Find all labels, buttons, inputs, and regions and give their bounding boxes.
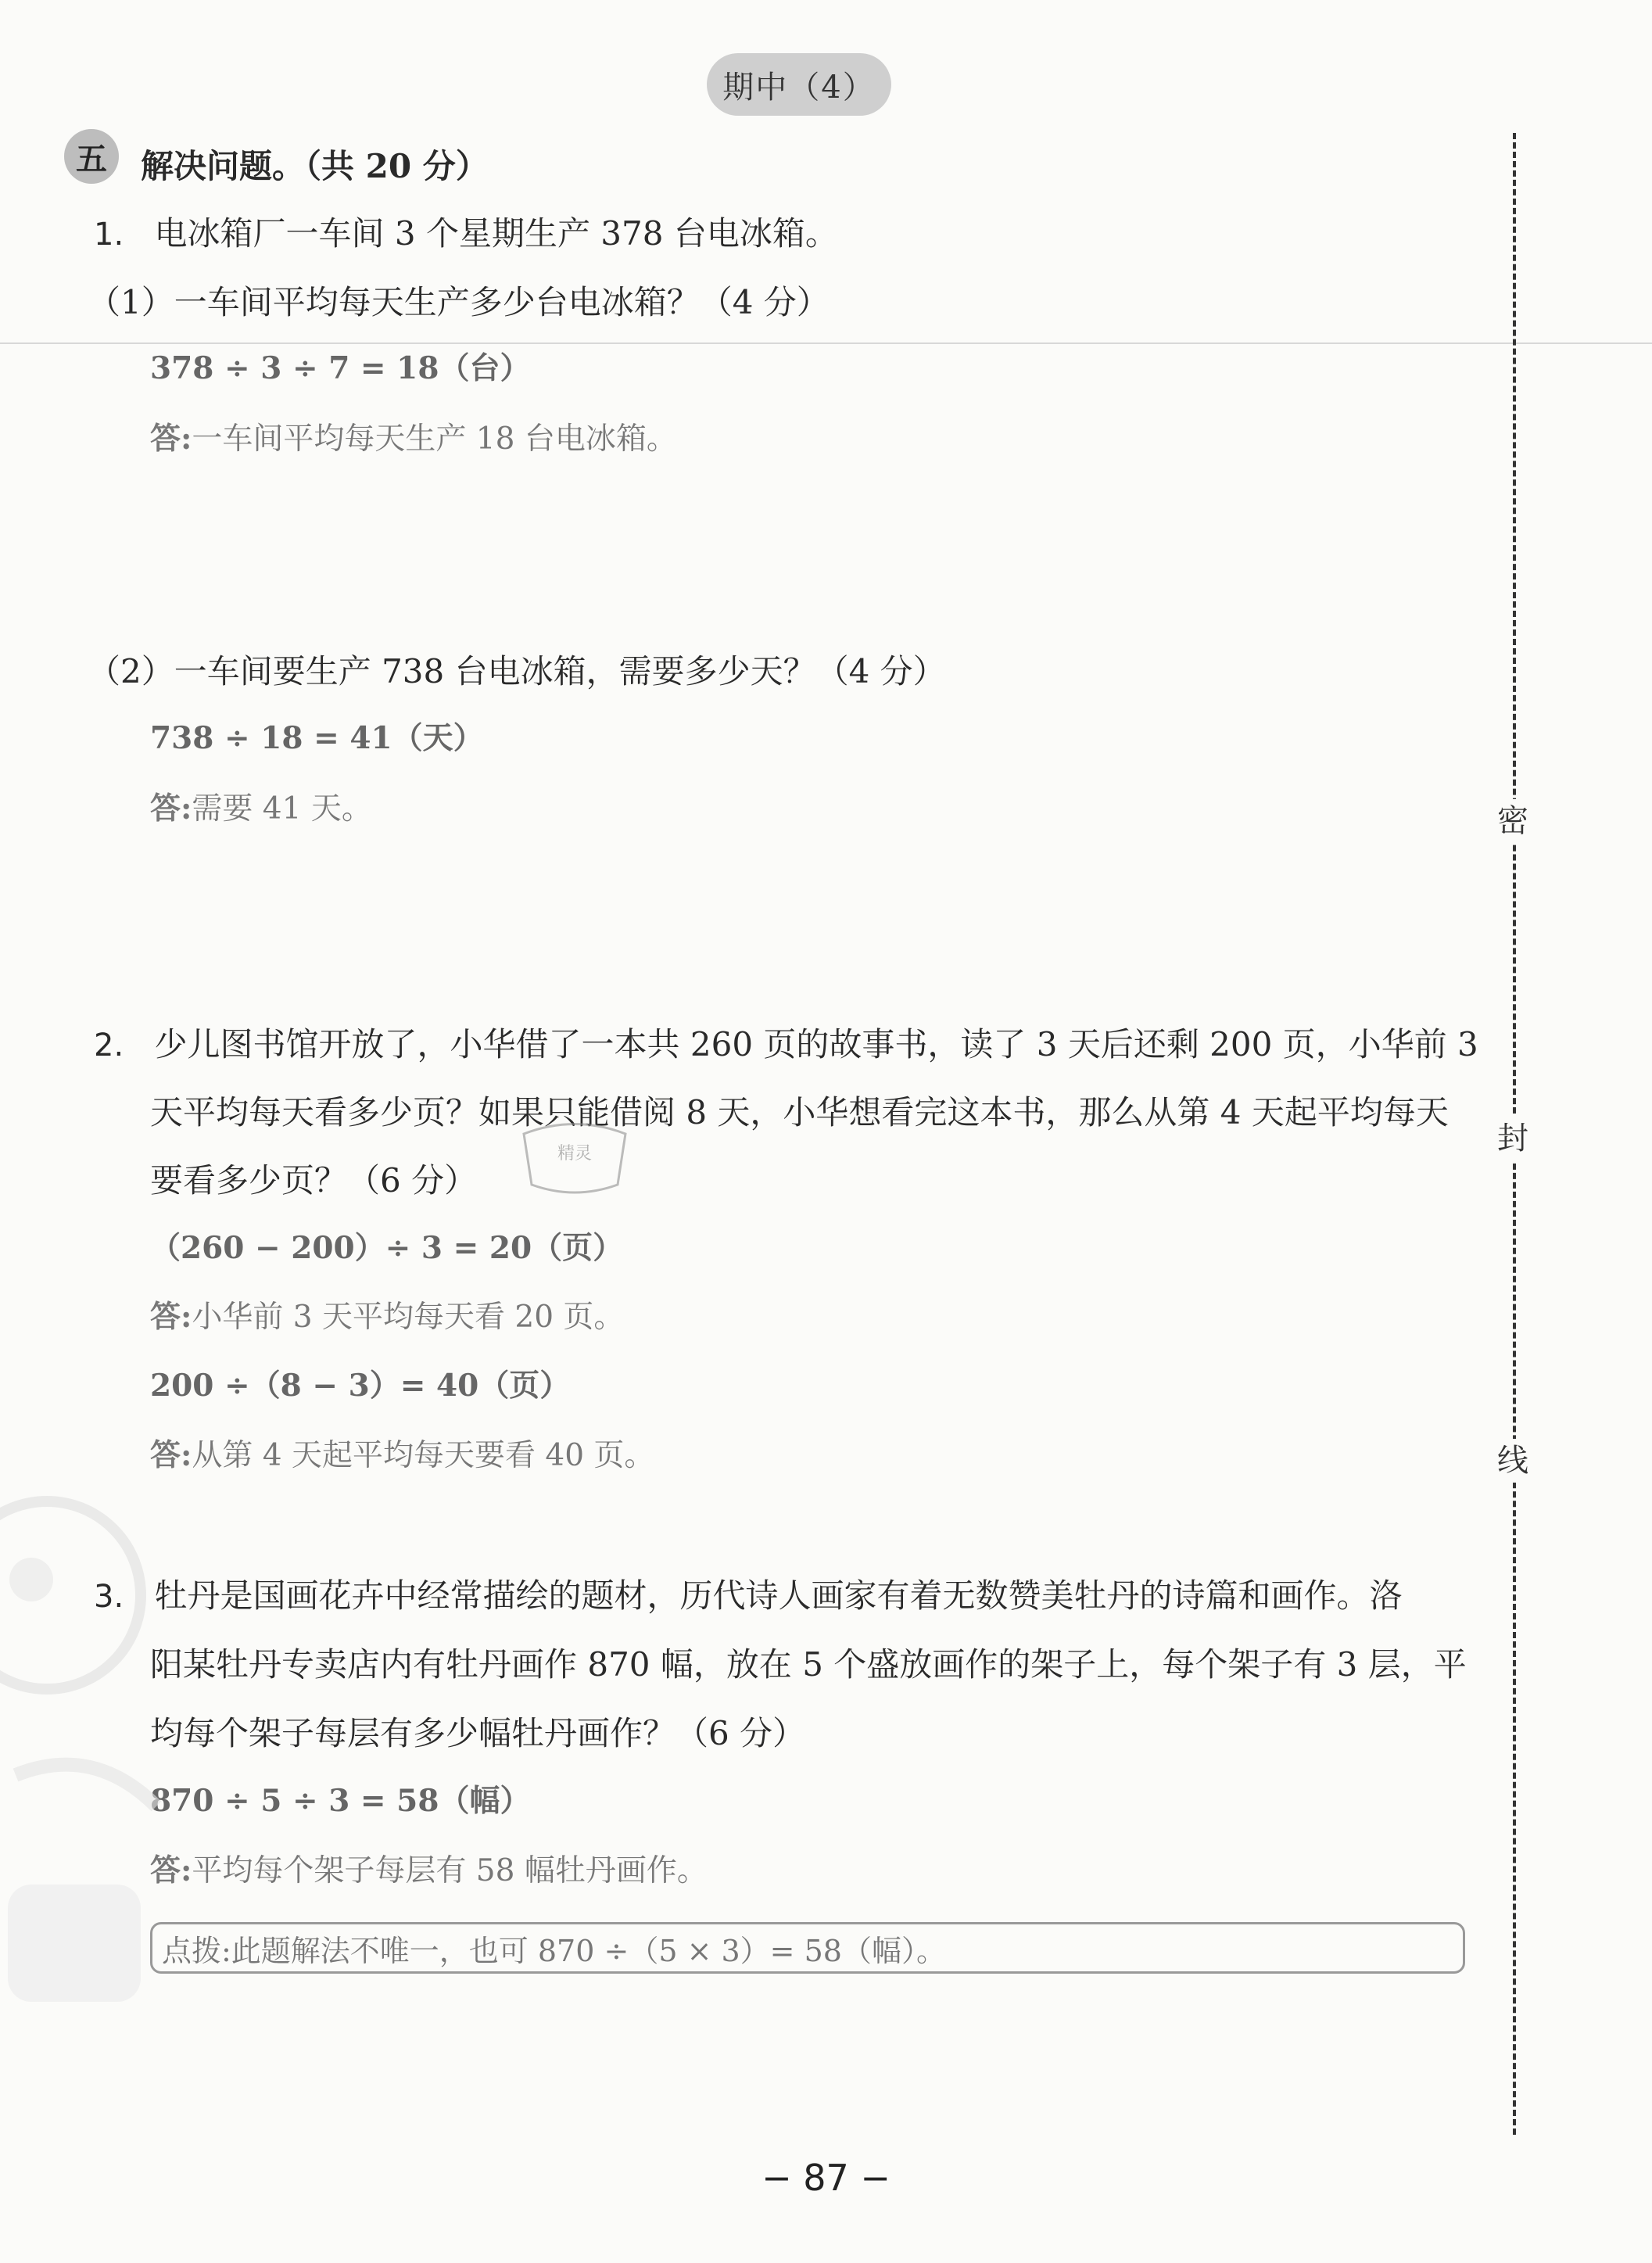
question-3-line-1: 3. 牡丹是国画花卉中经常描绘的题材，历代诗人画家有着无数赞美牡丹的诗篇和画作。洛 bbox=[94, 1576, 1403, 1615]
mascot-illustration bbox=[0, 1447, 180, 2072]
page-header-title: 期中（4） bbox=[707, 53, 891, 116]
question-1-part-1: （1）一车间平均每天生产多少台电冰箱？（4 分） bbox=[88, 283, 830, 321]
tip-text: 点拨:此题解法不唯一，也可 870 ÷（5 × 3）= 58（幅）。 bbox=[162, 1933, 946, 1968]
question-2-answer-2: 答:从第 4 天起平均每天要看 40 页。 bbox=[150, 1437, 655, 1473]
page-number: − 87 − bbox=[761, 2157, 891, 2199]
svg-text:精灵: 精灵 bbox=[557, 1144, 593, 1164]
question-1-part-1-calc: 378 ÷ 3 ÷ 7 = 18（台） bbox=[150, 350, 531, 386]
question-1-text: 电冰箱厂一车间 3 个星期生产 378 台电冰箱。 bbox=[154, 214, 838, 253]
question-2-calc-2: 200 ÷（8 − 3）= 40（页） bbox=[150, 1368, 571, 1404]
question-3-number: 3. bbox=[94, 1579, 124, 1615]
question-3-calc: 870 ÷ 5 ÷ 3 = 58（幅） bbox=[150, 1783, 531, 1819]
question-2-line-2: 天平均每天看多少页？如果只能借阅 8 天，小华想看完这本书，那么从第 4 天起平均每天 bbox=[150, 1093, 1449, 1132]
scan-fold-line bbox=[0, 342, 1652, 344]
question-1-number: 1. bbox=[94, 217, 124, 253]
binding-char-close: 封 bbox=[1496, 1117, 1530, 1160]
question-1-part-1-answer: 答:一车间平均每天生产 18 台电冰箱。 bbox=[150, 421, 677, 457]
binding-char-line: 线 bbox=[1496, 1439, 1530, 1483]
question-2-calc-1: （260 − 200）÷ 3 = 20（页） bbox=[150, 1230, 624, 1266]
question-2-line-1: 2. 少儿图书馆开放了，小华借了一本共 260 页的故事书，读了 3 天后还剩 200 页，小华前 3 bbox=[94, 1025, 1478, 1063]
question-2-number: 2. bbox=[94, 1027, 124, 1063]
watermark-stamp bbox=[516, 1110, 633, 1204]
section-title: 解决问题。（共 20 分） bbox=[141, 147, 489, 185]
question-3-answer: 答:平均每个架子每层有 58 幅牡丹画作。 bbox=[150, 1852, 708, 1888]
question-1-part-2: （2）一车间要生产 738 台电冰箱，需要多少天？（4 分） bbox=[88, 652, 946, 690]
question-3-line-3: 均每个架子每层有多少幅牡丹画作？（6 分） bbox=[150, 1714, 806, 1752]
question-3-line-2: 阳某牡丹专卖店内有牡丹画作 870 幅，放在 5 个盛放画作的架子上，每个架子有 3 层，平 bbox=[150, 1645, 1467, 1684]
binding-char-seal: 密 bbox=[1496, 799, 1530, 843]
section-number-badge: 五 bbox=[64, 129, 119, 184]
question-2-answer-1: 答:小华前 3 天平均每天看 20 页。 bbox=[150, 1299, 625, 1335]
tip-box bbox=[150, 1922, 1465, 1974]
question-2-line-3: 要看多少页？（6 分） bbox=[150, 1161, 478, 1200]
question-1-stem bbox=[94, 214, 838, 253]
question-1-part-2-answer: 答:需要 41 天。 bbox=[150, 791, 372, 827]
question-1-part-2-calc: 738 ÷ 18 = 41（天） bbox=[150, 720, 484, 756]
